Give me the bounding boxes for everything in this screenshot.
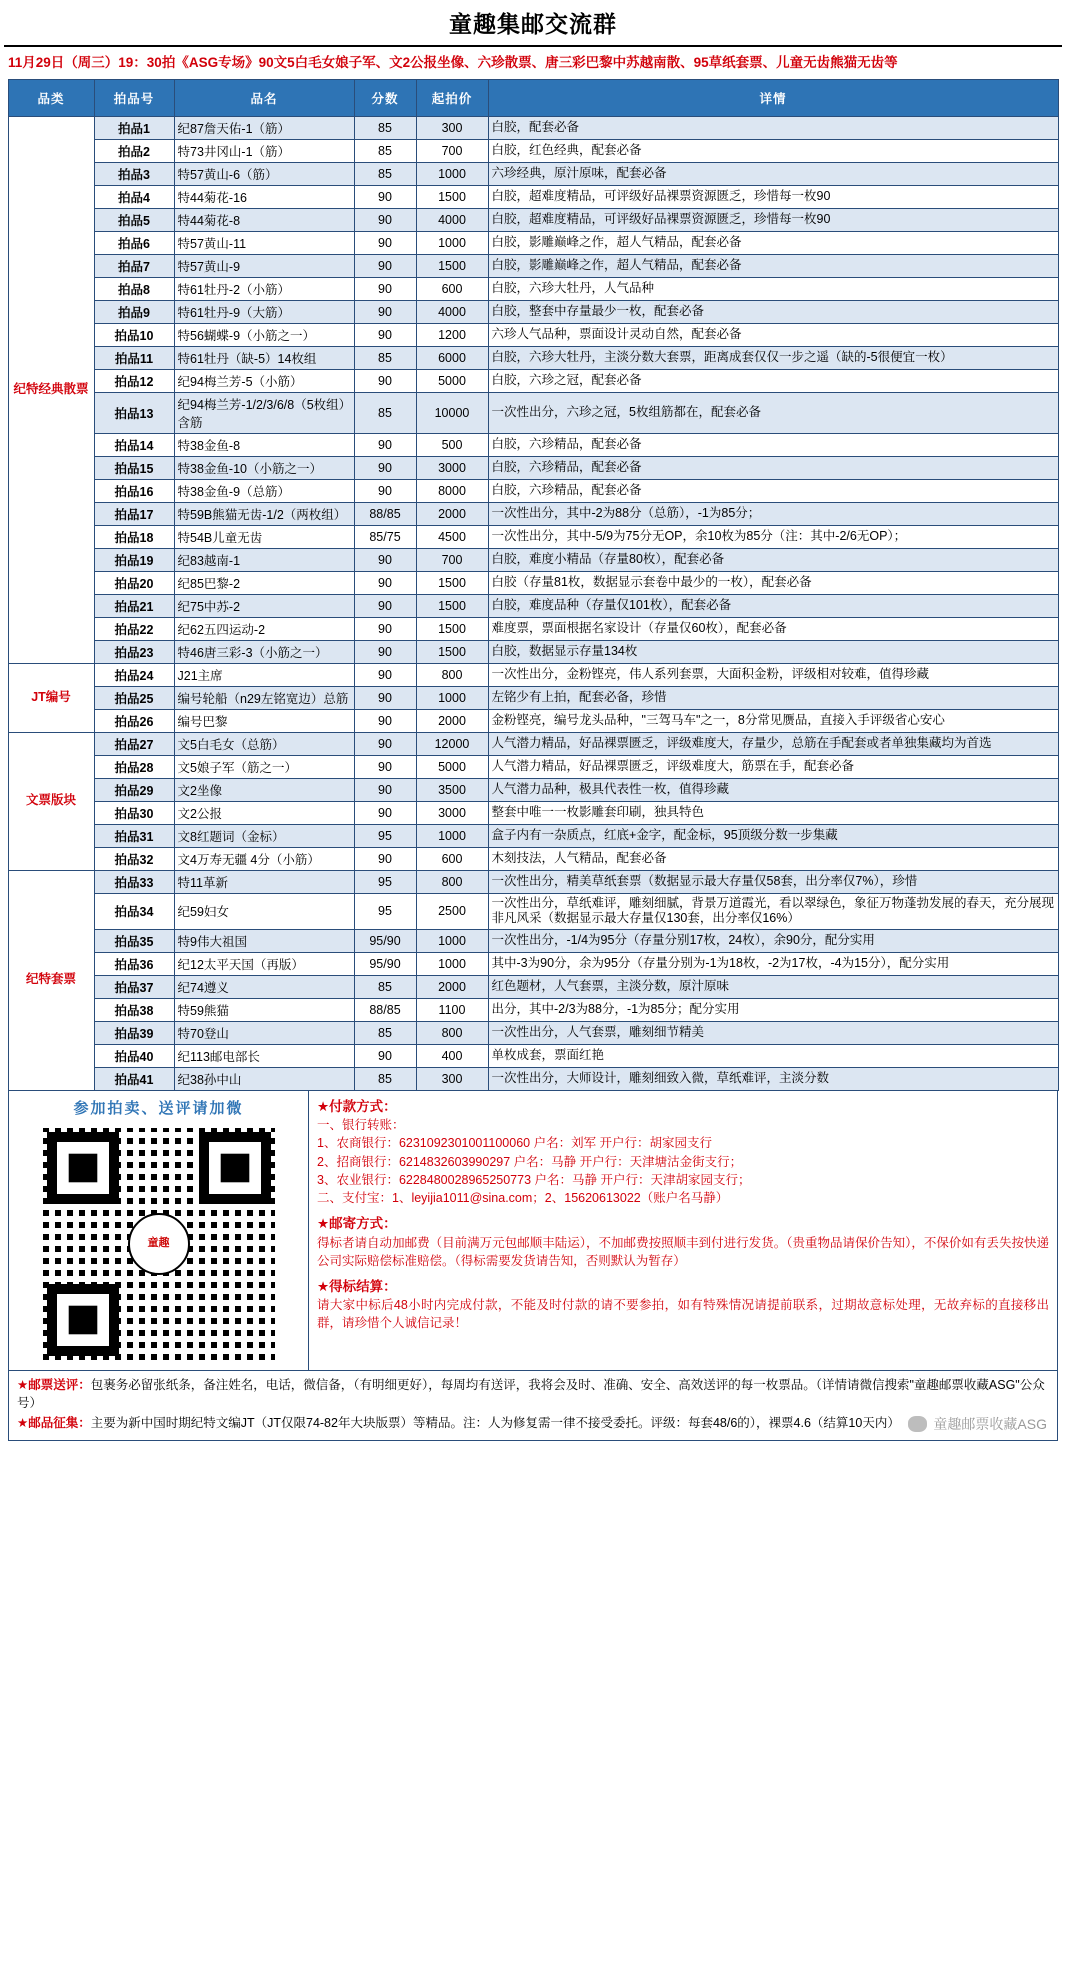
lot-number-cell: 拍品5 bbox=[94, 208, 174, 231]
item-name-cell: 特46唐三彩-3（小筋之一） bbox=[174, 640, 354, 663]
item-name-cell: 特73井冈山-1（筋） bbox=[174, 139, 354, 162]
lot-number-cell: 拍品38 bbox=[94, 998, 174, 1021]
item-name-cell: 特9伟大祖国 bbox=[174, 929, 354, 952]
detail-cell: 左铭少有上拍，配套必备，珍惜 bbox=[488, 686, 1058, 709]
detail-cell: 六珍人气品种，票面设计灵动自然，配套必备 bbox=[488, 323, 1058, 346]
price-cell: 1200 bbox=[416, 323, 488, 346]
table-row bbox=[8, 975, 1058, 998]
item-name-cell: 纪62五四运动-2 bbox=[174, 617, 354, 640]
lot-number-cell: 拍品8 bbox=[94, 277, 174, 300]
detail-cell: 白胶，影雕巅峰之作，超人气精品，配套必备 bbox=[488, 231, 1058, 254]
table-row bbox=[8, 617, 1058, 640]
table-row bbox=[8, 346, 1058, 369]
detail-cell: 其中-3为90分，余为95分（存量分别为-1为18枚，-2为17枚，-4为15分），配分实用 bbox=[488, 952, 1058, 975]
table-row bbox=[8, 1021, 1058, 1044]
score-cell: 85 bbox=[354, 346, 416, 369]
lot-number-cell: 拍品19 bbox=[94, 548, 174, 571]
detail-cell: 白胶，六珍大牡丹，主淡分数大套票，距离成套仅仅一步之遥（缺的-5很便宜一枚） bbox=[488, 346, 1058, 369]
consignment-text: 主要为新中国时期纪特文编JT（JT仅限74-82年大块版票）等精品。注：人为修复需一律不接受委托。评级：每套48/6的），裸票4.6（结算10天内） bbox=[90, 1416, 900, 1431]
score-cell: 90 bbox=[354, 185, 416, 208]
table-row bbox=[8, 208, 1058, 231]
price-cell: 800 bbox=[416, 663, 488, 686]
price-cell: 4500 bbox=[416, 525, 488, 548]
score-cell: 90 bbox=[354, 277, 416, 300]
detail-cell: 白胶，难度品种（存量仅101枚），配套必备 bbox=[488, 594, 1058, 617]
lot-number-cell: 拍品10 bbox=[94, 323, 174, 346]
lot-number-cell: 拍品16 bbox=[94, 479, 174, 502]
price-cell: 5000 bbox=[416, 369, 488, 392]
table-row bbox=[8, 456, 1058, 479]
item-name-cell: 特54B儿童无齿 bbox=[174, 525, 354, 548]
price-cell: 1500 bbox=[416, 640, 488, 663]
item-name-cell: 纪75中苏-2 bbox=[174, 594, 354, 617]
lot-number-cell: 拍品24 bbox=[94, 663, 174, 686]
detail-cell: 白胶，超难度精品，可评级好品裸票资源匮乏，珍惜每一枚90 bbox=[488, 185, 1058, 208]
detail-cell: 一次性出分，人气套票，雕刻细节精美 bbox=[488, 1021, 1058, 1044]
score-cell: 90 bbox=[354, 300, 416, 323]
qr-finder-top-right bbox=[199, 1132, 271, 1204]
qr-finder-bottom-left bbox=[47, 1284, 119, 1356]
score-cell: 88/85 bbox=[354, 998, 416, 1021]
item-name-cell: 特61牡丹（缺-5）14枚组 bbox=[174, 346, 354, 369]
score-cell: 85 bbox=[354, 116, 416, 139]
table-row bbox=[8, 231, 1058, 254]
price-cell: 3000 bbox=[416, 456, 488, 479]
consignment-row bbox=[17, 1414, 1049, 1432]
score-cell: 90 bbox=[354, 709, 416, 732]
table-row bbox=[8, 755, 1058, 778]
grading-service-row bbox=[17, 1376, 1049, 1412]
score-cell: 90 bbox=[354, 847, 416, 870]
lot-number-cell: 拍品6 bbox=[94, 231, 174, 254]
detail-cell: 一次性出分，金粉铿亮，伟人系列套票，大面积金粉，评级相对较难，值得珍藏 bbox=[488, 663, 1058, 686]
score-cell: 90 bbox=[354, 571, 416, 594]
item-name-cell: 纪85巴黎-2 bbox=[174, 571, 354, 594]
score-cell: 90 bbox=[354, 1044, 416, 1067]
detail-cell: 一次性出分，其中-5/9为75分无OP，余10枚为85分（注：其中-2/6无OP）； bbox=[488, 525, 1058, 548]
payment-heading: ★付款方式： bbox=[317, 1098, 397, 1114]
price-cell: 1500 bbox=[416, 594, 488, 617]
score-cell: 85 bbox=[354, 1021, 416, 1044]
table-row bbox=[8, 893, 1058, 929]
item-name-cell: 编号轮船（n29左铭宽边）总筋 bbox=[174, 686, 354, 709]
item-name-cell: 特57黄山-11 bbox=[174, 231, 354, 254]
lot-number-cell: 拍品41 bbox=[94, 1067, 174, 1090]
item-name-cell: 特44菊花-8 bbox=[174, 208, 354, 231]
lot-number-cell: 拍品40 bbox=[94, 1044, 174, 1067]
table-row bbox=[8, 300, 1058, 323]
table-row bbox=[8, 185, 1058, 208]
item-name-cell: 纪59妇女 bbox=[174, 893, 354, 929]
score-cell: 90 bbox=[354, 732, 416, 755]
lot-number-cell: 拍品34 bbox=[94, 893, 174, 929]
score-cell: 85 bbox=[354, 162, 416, 185]
item-name-cell: 特11革新 bbox=[174, 870, 354, 893]
detail-cell: 一次性出分，精美草纸套票（数据显示最大存量仅58套，出分率仅7%），珍惜 bbox=[488, 870, 1058, 893]
score-cell: 95 bbox=[354, 824, 416, 847]
table-row bbox=[8, 998, 1058, 1021]
detail-cell: 白胶，六珍精品，配套必备 bbox=[488, 456, 1058, 479]
score-cell: 88/85 bbox=[354, 502, 416, 525]
price-cell: 10000 bbox=[416, 392, 488, 433]
price-cell: 1500 bbox=[416, 254, 488, 277]
lot-number-cell: 拍品15 bbox=[94, 456, 174, 479]
settlement-text: 请大家中标后48小时内完成付款，不能及时付款的请不要参拍，如有特殊情况请提前联系，过期故意标处理，无故弃标的直接移出群，请珍惜个人诚信记录！ bbox=[317, 1298, 1049, 1331]
price-cell: 1500 bbox=[416, 617, 488, 640]
bank-account-2: 2、招商银行：6214832603990297 户名：马静 开户行：天津塘沽金街支行； bbox=[317, 1154, 743, 1169]
lot-number-cell: 拍品32 bbox=[94, 847, 174, 870]
lot-number-cell: 拍品9 bbox=[94, 300, 174, 323]
table-row bbox=[8, 479, 1058, 502]
detail-cell: 一次性出分，其中-2为88分（总筋），-1为85分； bbox=[488, 502, 1058, 525]
score-cell: 85 bbox=[354, 1067, 416, 1090]
grading-service-label: ★邮票送评： bbox=[17, 1377, 91, 1392]
item-name-cell: 特61牡丹-2（小筋） bbox=[174, 277, 354, 300]
price-cell: 6000 bbox=[416, 346, 488, 369]
detail-cell: 白胶，整套中存量最少一枚，配套必备 bbox=[488, 300, 1058, 323]
lot-number-cell: 拍品11 bbox=[94, 346, 174, 369]
item-name-cell: 文5白毛女（总筋） bbox=[174, 732, 354, 755]
detail-cell: 一次性出分，草纸难评，雕刻细腻，背景万道霞光，看以翠绿色，象征万物蓬勃发展的春天，充分展现非凡风采（数据显示最大存量仅130套，出分率仅16%） bbox=[488, 893, 1058, 929]
page-title: 童趣集邮交流群 bbox=[449, 11, 617, 37]
price-cell: 700 bbox=[416, 139, 488, 162]
detail-cell: 白胶，难度小精品（存量80枚），配套必备 bbox=[488, 548, 1058, 571]
item-name-cell: 特38金鱼-8 bbox=[174, 433, 354, 456]
table-header-row bbox=[8, 79, 1058, 116]
table-row bbox=[8, 778, 1058, 801]
qr-center-logo: 童趣 bbox=[128, 1213, 190, 1275]
item-name-cell: 特38金鱼-9（总筋） bbox=[174, 479, 354, 502]
detail-cell: 白胶，数据显示存量134枚 bbox=[488, 640, 1058, 663]
footer-section bbox=[8, 1371, 1058, 1441]
lot-number-cell: 拍品29 bbox=[94, 778, 174, 801]
col-lot-number: 拍品号 bbox=[94, 79, 174, 116]
price-cell: 4000 bbox=[416, 300, 488, 323]
table-row bbox=[8, 801, 1058, 824]
table-row bbox=[8, 323, 1058, 346]
score-cell: 90 bbox=[354, 686, 416, 709]
payment-pane bbox=[309, 1091, 1057, 1370]
auction-subtitle: 11月29日（周三）19：30拍《ASG专场》90文5白毛女娘子军、文2公报坐像、六珍散票、唐三彩巴黎中苏越南散、95草纸套票、儿童无齿熊猫无齿等 bbox=[8, 55, 898, 70]
price-cell: 2500 bbox=[416, 893, 488, 929]
score-cell: 85/75 bbox=[354, 525, 416, 548]
qr-caption: 参加拍卖、送评请加微 bbox=[73, 1099, 244, 1117]
grading-service-text: 包裹务必留张纸条，备注姓名，电话，微信备，（有明细更好），每周均有送评，我将会及时、准确、安全、高效送评的每一枚票品。（详情请微信搜索"童趣邮票收藏ASG"公众号） bbox=[17, 1377, 1045, 1410]
table-row bbox=[8, 594, 1058, 617]
score-cell: 90 bbox=[354, 663, 416, 686]
price-cell: 1000 bbox=[416, 162, 488, 185]
item-name-cell: 文2公报 bbox=[174, 801, 354, 824]
detail-cell: 白胶（存量81枚，数据显示套卷中最少的一枚），配套必备 bbox=[488, 571, 1058, 594]
item-name-cell: 特61牡丹-9（大筋） bbox=[174, 300, 354, 323]
price-cell: 800 bbox=[416, 870, 488, 893]
category-cell: 文票版块 bbox=[8, 732, 94, 870]
alipay-accounts: 二、支付宝：1、leyijia1011@sina.com；2、15620613022（账户名马静） bbox=[317, 1190, 729, 1205]
col-item-name: 品名 bbox=[174, 79, 354, 116]
table-row bbox=[8, 686, 1058, 709]
price-cell: 500 bbox=[416, 433, 488, 456]
price-cell: 2000 bbox=[416, 975, 488, 998]
price-cell: 2000 bbox=[416, 502, 488, 525]
item-name-cell: 文5娘子军（筋之一） bbox=[174, 755, 354, 778]
lot-number-cell: 拍品26 bbox=[94, 709, 174, 732]
price-cell: 600 bbox=[416, 847, 488, 870]
table-row bbox=[8, 277, 1058, 300]
price-cell: 3000 bbox=[416, 801, 488, 824]
score-cell: 85 bbox=[354, 392, 416, 433]
item-name-cell: 特56蝴蝶-9（小筋之一） bbox=[174, 323, 354, 346]
detail-cell: 白胶，配套必备 bbox=[488, 116, 1058, 139]
lot-number-cell: 拍品33 bbox=[94, 870, 174, 893]
score-cell: 90 bbox=[354, 433, 416, 456]
score-cell: 90 bbox=[354, 231, 416, 254]
lot-number-cell: 拍品30 bbox=[94, 801, 174, 824]
detail-cell: 红色题材，人气套票，主淡分数，原汁原味 bbox=[488, 975, 1058, 998]
lot-number-cell: 拍品18 bbox=[94, 525, 174, 548]
table-row bbox=[8, 392, 1058, 433]
price-cell: 1500 bbox=[416, 571, 488, 594]
price-cell: 8000 bbox=[416, 479, 488, 502]
shipping-text: 得标者请自动加邮费（目前满万元包邮顺丰陆运），不加邮费按照顺丰到付进行发货。（贵重物品请保价告知），不保价如有丢失按快递公司实际赔偿标准赔偿。（得标需要发货请告知，否则默认为暂存） bbox=[317, 1235, 1049, 1268]
detail-cell: 难度票，票面根据名家设计（存量仅60枚），配套必备 bbox=[488, 617, 1058, 640]
col-category: 品类 bbox=[8, 79, 94, 116]
detail-cell: 白胶，六珍之冠，配套必备 bbox=[488, 369, 1058, 392]
lot-number-cell: 拍品1 bbox=[94, 116, 174, 139]
price-cell: 1000 bbox=[416, 824, 488, 847]
detail-cell: 人气潜力精品，好品裸票匮乏，评级难度大，筋票在手，配套必备 bbox=[488, 755, 1058, 778]
price-cell: 700 bbox=[416, 548, 488, 571]
table-row bbox=[8, 433, 1058, 456]
bank-account-1: 1、农商银行：6231092301001100060 户名：刘军 开户行：胡家园支行 bbox=[317, 1136, 713, 1151]
lot-number-cell: 拍品4 bbox=[94, 185, 174, 208]
item-name-cell: 纪12太平天国（再版） bbox=[174, 952, 354, 975]
price-cell: 2000 bbox=[416, 709, 488, 732]
lot-number-cell: 拍品28 bbox=[94, 755, 174, 778]
lot-number-cell: 拍品39 bbox=[94, 1021, 174, 1044]
detail-cell: 白胶，六珍精品，配套必备 bbox=[488, 433, 1058, 456]
score-cell: 90 bbox=[354, 594, 416, 617]
item-name-cell: 纪74遵义 bbox=[174, 975, 354, 998]
item-name-cell: 特44菊花-16 bbox=[174, 185, 354, 208]
auction-table bbox=[8, 79, 1059, 1091]
lot-number-cell: 拍品2 bbox=[94, 139, 174, 162]
table-row bbox=[8, 952, 1058, 975]
item-name-cell: 特57黄山-9 bbox=[174, 254, 354, 277]
price-cell: 800 bbox=[416, 1021, 488, 1044]
detail-cell: 白胶，影雕巅峰之作，超人气精品，配套必备 bbox=[488, 254, 1058, 277]
item-name-cell: 纪94梅兰芳-1/2/3/6/8（5枚组）含筋 bbox=[174, 392, 354, 433]
price-cell: 300 bbox=[416, 1067, 488, 1090]
lot-number-cell: 拍品12 bbox=[94, 369, 174, 392]
table-row bbox=[8, 139, 1058, 162]
lot-number-cell: 拍品23 bbox=[94, 640, 174, 663]
detail-cell: 整套中唯一一枚影雕套印刷，独具特色 bbox=[488, 801, 1058, 824]
detail-cell: 六珍经典，原汁原味，配套必备 bbox=[488, 162, 1058, 185]
table-row bbox=[8, 663, 1058, 686]
table-row bbox=[8, 870, 1058, 893]
table-row bbox=[8, 640, 1058, 663]
col-start-price: 起拍价 bbox=[416, 79, 488, 116]
score-cell: 90 bbox=[354, 617, 416, 640]
table-row bbox=[8, 369, 1058, 392]
lot-number-cell: 拍品3 bbox=[94, 162, 174, 185]
score-cell: 90 bbox=[354, 640, 416, 663]
item-name-cell: 文8红题词（金标） bbox=[174, 824, 354, 847]
consignment-label: ★邮品征集： bbox=[17, 1416, 91, 1431]
lot-number-cell: 拍品20 bbox=[94, 571, 174, 594]
lot-number-cell: 拍品7 bbox=[94, 254, 174, 277]
wechat-icon bbox=[908, 1416, 927, 1432]
col-details: 详情 bbox=[488, 79, 1058, 116]
score-cell: 95/90 bbox=[354, 929, 416, 952]
table-row bbox=[8, 571, 1058, 594]
lot-number-cell: 拍品21 bbox=[94, 594, 174, 617]
score-cell: 90 bbox=[354, 456, 416, 479]
qr-pane bbox=[9, 1091, 309, 1370]
detail-cell: 木刻技法，人气精品，配套必备 bbox=[488, 847, 1058, 870]
table-body bbox=[8, 116, 1058, 1090]
table-row bbox=[8, 929, 1058, 952]
table-row bbox=[8, 162, 1058, 185]
score-cell: 90 bbox=[354, 208, 416, 231]
item-name-cell: 文2坐像 bbox=[174, 778, 354, 801]
item-name-cell: 特59B熊猫无齿-1/2（两枚组） bbox=[174, 502, 354, 525]
price-cell: 5000 bbox=[416, 755, 488, 778]
table-row bbox=[8, 502, 1058, 525]
detail-cell: 一次性出分，大师设计，雕刻细致入微，草纸难评，主淡分数 bbox=[488, 1067, 1058, 1090]
lot-number-cell: 拍品25 bbox=[94, 686, 174, 709]
lot-number-cell: 拍品17 bbox=[94, 502, 174, 525]
score-cell: 90 bbox=[354, 778, 416, 801]
qr-code-image bbox=[37, 1122, 281, 1366]
detail-cell: 白胶，六珍大牡丹，人气品种 bbox=[488, 277, 1058, 300]
detail-cell: 白胶，红色经典，配套必备 bbox=[488, 139, 1058, 162]
price-cell: 1000 bbox=[416, 231, 488, 254]
category-cell: JT编号 bbox=[8, 663, 94, 732]
price-cell: 1000 bbox=[416, 929, 488, 952]
price-cell: 12000 bbox=[416, 732, 488, 755]
detail-cell: 一次性出分，六珍之冠，5枚组筋都在，配套必备 bbox=[488, 392, 1058, 433]
item-name-cell: 文4万寿无疆 4分（小筋） bbox=[174, 847, 354, 870]
table-row bbox=[8, 709, 1058, 732]
category-cell: 纪特套票 bbox=[8, 870, 94, 1090]
table-row bbox=[8, 548, 1058, 571]
detail-cell: 盒子内有一杂质点，红底+金字，配金标，95顶级分数一步集藏 bbox=[488, 824, 1058, 847]
item-name-cell: 纪87詹天佑-1（筋） bbox=[174, 116, 354, 139]
table-row bbox=[8, 1044, 1058, 1067]
item-name-cell: 纪38孙中山 bbox=[174, 1067, 354, 1090]
score-cell: 95/90 bbox=[354, 952, 416, 975]
brand-watermark bbox=[908, 1414, 1047, 1434]
detail-cell: 出分，其中-2/3为88分，-1为85分；配分实用 bbox=[488, 998, 1058, 1021]
score-cell: 90 bbox=[354, 548, 416, 571]
item-name-cell: 纪94梅兰芳-5（小筋） bbox=[174, 369, 354, 392]
bank-account-3: 3、农业银行：6228480028965250773 户名：马静 开户行：天津胡家园支行； bbox=[317, 1172, 751, 1187]
item-name-cell: J21主席 bbox=[174, 663, 354, 686]
score-cell: 85 bbox=[354, 139, 416, 162]
lot-number-cell: 拍品36 bbox=[94, 952, 174, 975]
score-cell: 90 bbox=[354, 323, 416, 346]
lot-number-cell: 拍品22 bbox=[94, 617, 174, 640]
score-cell: 85 bbox=[354, 975, 416, 998]
settlement-heading: ★得标结算： bbox=[317, 1278, 397, 1294]
price-cell: 1000 bbox=[416, 686, 488, 709]
price-cell: 300 bbox=[416, 116, 488, 139]
col-score: 分数 bbox=[354, 79, 416, 116]
score-cell: 90 bbox=[354, 369, 416, 392]
price-cell: 1500 bbox=[416, 185, 488, 208]
price-cell: 4000 bbox=[416, 208, 488, 231]
table-row bbox=[8, 824, 1058, 847]
item-name-cell: 编号巴黎 bbox=[174, 709, 354, 732]
table-row bbox=[8, 847, 1058, 870]
price-cell: 1100 bbox=[416, 998, 488, 1021]
score-cell: 90 bbox=[354, 254, 416, 277]
price-cell: 400 bbox=[416, 1044, 488, 1067]
item-name-cell: 纪113邮电部长 bbox=[174, 1044, 354, 1067]
detail-cell: 人气潜力品种，极具代表性一枚，值得珍藏 bbox=[488, 778, 1058, 801]
detail-cell: 金粉铿亮，编号龙头品种，"三驾马车"之一，8分常见赝品，直接入手评级省心安心 bbox=[488, 709, 1058, 732]
lot-number-cell: 拍品13 bbox=[94, 392, 174, 433]
item-name-cell: 纪83越南-1 bbox=[174, 548, 354, 571]
price-cell: 3500 bbox=[416, 778, 488, 801]
table-row bbox=[8, 116, 1058, 139]
detail-cell: 白胶，超难度精品，可评级好品裸票资源匮乏，珍惜每一枚90 bbox=[488, 208, 1058, 231]
item-name-cell: 特70登山 bbox=[174, 1021, 354, 1044]
score-cell: 95 bbox=[354, 893, 416, 929]
score-cell: 90 bbox=[354, 755, 416, 778]
shipping-heading: ★邮寄方式： bbox=[317, 1215, 397, 1231]
table-row bbox=[8, 525, 1058, 548]
detail-cell: 单枚成套，票面红艳 bbox=[488, 1044, 1058, 1067]
detail-cell: 白胶，六珍精品，配套必备 bbox=[488, 479, 1058, 502]
lot-number-cell: 拍品35 bbox=[94, 929, 174, 952]
lot-number-cell: 拍品31 bbox=[94, 824, 174, 847]
category-cell: 纪特经典散票 bbox=[8, 116, 94, 663]
lot-number-cell: 拍品37 bbox=[94, 975, 174, 998]
price-cell: 600 bbox=[416, 277, 488, 300]
lot-number-cell: 拍品27 bbox=[94, 732, 174, 755]
table-row bbox=[8, 1067, 1058, 1090]
table-row bbox=[8, 254, 1058, 277]
detail-cell: 人气潜力精品，好品裸票匮乏，评级难度大，存量少，总筋在手配套或者单独集藏均为首选 bbox=[488, 732, 1058, 755]
item-name-cell: 特57黄山-6（筋） bbox=[174, 162, 354, 185]
price-cell: 1000 bbox=[416, 952, 488, 975]
brand-name: 童趣邮票收藏ASG bbox=[933, 1415, 1047, 1432]
item-name-cell: 特59熊猫 bbox=[174, 998, 354, 1021]
qr-finder-top-left bbox=[47, 1132, 119, 1204]
lot-number-cell: 拍品14 bbox=[94, 433, 174, 456]
score-cell: 90 bbox=[354, 479, 416, 502]
item-name-cell: 特38金鱼-10（小筋之一） bbox=[174, 456, 354, 479]
score-cell: 95 bbox=[354, 870, 416, 893]
detail-cell: 一次性出分，-1/4为95分（存量分别17枚，24枚），余90分，配分实用 bbox=[488, 929, 1058, 952]
score-cell: 90 bbox=[354, 801, 416, 824]
table-row bbox=[8, 732, 1058, 755]
bank-transfer-heading: 一、银行转账： bbox=[317, 1118, 405, 1133]
bottom-section bbox=[8, 1091, 1058, 1371]
